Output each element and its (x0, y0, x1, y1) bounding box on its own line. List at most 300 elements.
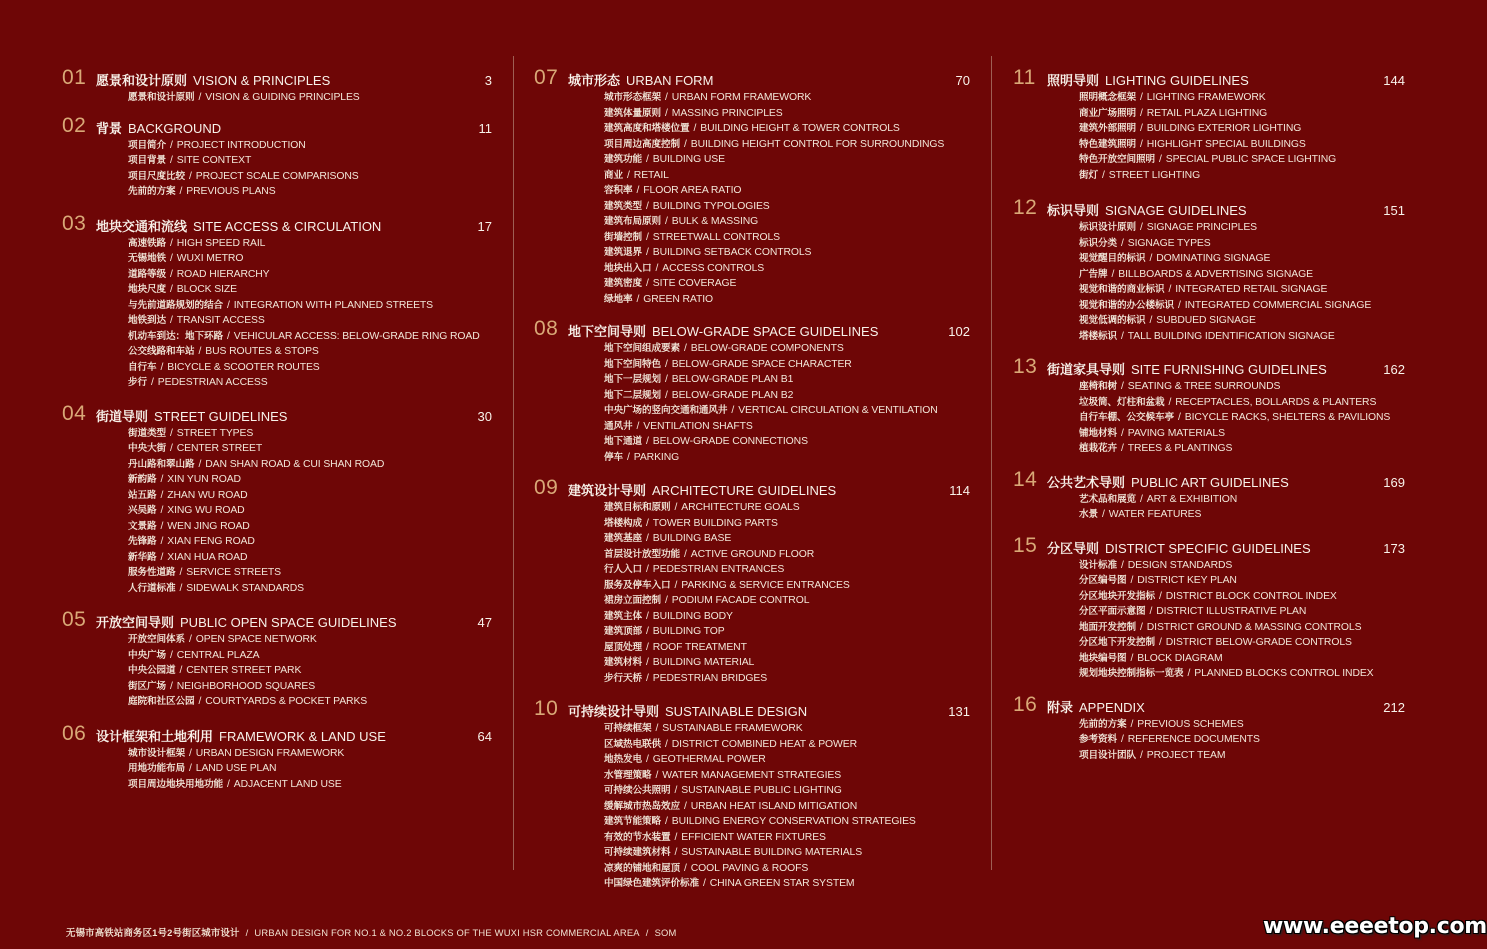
entry-title-zh: 特色建筑照明 (1079, 138, 1136, 150)
toc-entry[interactable] (128, 90, 492, 106)
toc-entry[interactable] (604, 531, 970, 547)
entry-separator: / (664, 816, 668, 827)
section-heading[interactable] (62, 722, 492, 744)
section-number: 11 (1013, 66, 1036, 89)
entry-title-zh: 停车 (604, 451, 623, 463)
toc-section (62, 114, 492, 200)
section-title (1047, 476, 1289, 490)
entry-title-zh: 建筑目标和原则 (604, 502, 671, 513)
toc-entry[interactable] (604, 357, 970, 373)
entry-title-zh: 建筑顶部 (604, 626, 642, 637)
entry-title-en: STREET LIGHTING (1108, 169, 1201, 181)
toc-entry[interactable] (604, 341, 970, 357)
toc-entry[interactable] (604, 199, 970, 215)
entry-separator: / (645, 200, 649, 212)
entry-title-en: RETAIL (633, 169, 669, 181)
toc-entry[interactable] (604, 516, 970, 532)
toc-entry[interactable] (128, 472, 492, 488)
toc-entry[interactable] (1079, 220, 1405, 236)
entry-separator: / (1187, 668, 1191, 679)
entry-title-en: XIN YUN ROAD (167, 474, 241, 485)
toc-entry[interactable] (1079, 329, 1405, 345)
toc-entry[interactable] (604, 578, 970, 594)
toc-entry[interactable] (604, 276, 970, 292)
entry-title-en: ZHAN WU ROAD (167, 489, 248, 501)
section-title (1047, 363, 1327, 377)
entry-title-zh: 塔楼标识 (1079, 330, 1117, 342)
toc-entry[interactable] (604, 106, 970, 122)
entry-title-zh: 地块出入口 (604, 262, 652, 274)
section-item-list (62, 138, 492, 200)
toc-entry[interactable] (128, 282, 492, 298)
section-title-zh: 可持续设计导则 (568, 704, 660, 719)
toc-entry[interactable] (604, 609, 970, 625)
toc-entry[interactable] (604, 655, 970, 671)
toc-entry[interactable] (128, 184, 492, 200)
section-title-en: DISTRICT SPECIFIC GUIDELINES (1105, 540, 1311, 556)
section-page-number: 64 (477, 728, 492, 744)
entry-title-en: VENTILATION SHAFTS (643, 420, 753, 432)
section-heading[interactable] (62, 402, 492, 424)
section-item-list (1013, 558, 1405, 682)
section-number: 12 (1013, 196, 1038, 219)
toc-entry[interactable] (604, 768, 970, 784)
entry-title-zh: 商业广场照明 (1079, 107, 1136, 119)
section-title (96, 74, 330, 88)
entry-title-en: TOWER BUILDING PARTS (652, 517, 778, 529)
toc-entry[interactable] (1079, 137, 1405, 153)
toc-entry[interactable] (1079, 426, 1405, 442)
section-title (96, 410, 287, 424)
entry-title-en: BUILDING SETBACK CONTROLS (652, 247, 812, 258)
toc-entry[interactable] (1079, 251, 1405, 267)
toc-entry[interactable] (128, 565, 492, 581)
toc-entry[interactable] (128, 441, 492, 457)
entry-title-zh: 标识分类 (1079, 237, 1117, 249)
section-heading[interactable] (534, 317, 970, 339)
section-page-number: 70 (955, 73, 970, 88)
entry-separator: / (674, 785, 678, 796)
entry-separator: / (636, 420, 640, 432)
entry-separator: / (1102, 169, 1105, 181)
entry-title-en: SERVICE STREETS (186, 567, 282, 578)
entry-title-en: DESIGN STANDARDS (1127, 559, 1233, 571)
section-title-zh: 开放空间导则 (96, 615, 175, 630)
toc-section (1013, 693, 1405, 764)
section-title-en: SIGNAGE GUIDELINES (1105, 203, 1247, 218)
entry-separator: / (1158, 637, 1162, 648)
entry-title-en: TRANSIT ACCESS (176, 315, 265, 326)
toc-entry[interactable] (604, 500, 970, 516)
toc-section (1013, 355, 1405, 457)
entry-title-en: BULK & MASSING (671, 216, 759, 227)
entry-title-zh: 新韵路 (128, 474, 157, 485)
toc-entry[interactable] (604, 593, 970, 609)
section-title (1047, 542, 1311, 556)
toc-entry[interactable] (128, 360, 492, 376)
entry-title-en: SIGNAGE PRINCIPLES (1146, 222, 1257, 233)
entry-title-en: ROOF TREATMENT (652, 641, 747, 653)
toc-entry[interactable] (1079, 168, 1405, 184)
entry-title-zh: 步行天桥 (604, 672, 642, 684)
toc-entry[interactable] (1079, 106, 1405, 122)
entry-separator: / (160, 551, 164, 563)
toc-entry[interactable] (604, 214, 970, 230)
toc-entry[interactable] (1079, 620, 1405, 636)
section-title-en: APPENDIX (1079, 699, 1145, 715)
entry-title-zh: 标识设计原则 (1079, 222, 1136, 233)
entry-title-en: HIGH SPEED RAIL (176, 237, 266, 249)
toc-entry[interactable] (604, 640, 970, 656)
entry-title-en: DISTRICT BLOCK CONTROL INDEX (1165, 590, 1337, 602)
column-divider (991, 56, 992, 870)
entry-separator: / (683, 548, 687, 560)
entry-separator: / (1177, 299, 1181, 311)
section-heading[interactable] (1013, 196, 1405, 218)
entry-title-zh: 视觉和谐的办公楼标识 (1079, 299, 1174, 311)
section-title (96, 616, 397, 630)
entry-separator: / (160, 505, 164, 516)
section-title-en: BELOW-GRADE SPACE GUIDELINES (652, 324, 879, 339)
entry-title-zh: 先锋路 (128, 536, 157, 547)
entry-title-zh: 商业 (604, 169, 623, 181)
toc-entry[interactable] (604, 830, 970, 846)
entry-title-en: BUILDING TYPOLOGIES (652, 200, 770, 212)
entry-title-en: CENTRAL PLAZA (176, 649, 260, 661)
toc-entry[interactable] (1079, 558, 1405, 574)
section-number: 16 (1013, 692, 1038, 716)
toc-entry[interactable] (128, 679, 492, 695)
toc-entry[interactable] (604, 183, 970, 199)
entry-separator: / (169, 427, 173, 439)
section-title-en: PUBLIC OPEN SPACE GUIDELINES (180, 615, 397, 630)
toc-entry[interactable] (604, 168, 970, 184)
entry-separator: / (645, 657, 649, 668)
toc-entry[interactable] (1079, 573, 1405, 589)
entry-title-zh: 建筑节能策略 (604, 816, 661, 827)
toc-entry[interactable] (604, 783, 970, 799)
section-heading[interactable] (62, 66, 492, 88)
entry-separator: / (169, 155, 173, 166)
toc-entry[interactable] (604, 419, 970, 435)
toc-entry[interactable] (604, 90, 970, 106)
entry-title-zh: 中央公园道 (128, 665, 176, 676)
toc-entry[interactable] (604, 547, 970, 563)
toc-entry[interactable] (128, 488, 492, 504)
section-title-zh: 公共艺术导则 (1047, 474, 1126, 490)
entry-separator: / (664, 595, 668, 606)
entry-title-zh: 站五路 (128, 489, 157, 501)
entry-title-en: SUBDUED SIGNAGE (1156, 315, 1256, 326)
toc-entry[interactable] (128, 236, 492, 252)
toc-entry[interactable] (604, 245, 970, 261)
entry-separator: / (188, 763, 192, 774)
section-heading[interactable] (1013, 468, 1405, 490)
entry-title-en: SUSTAINABLE PUBLIC LIGHTING (681, 785, 842, 796)
entry-separator: / (1120, 443, 1124, 454)
section-title-en: BACKGROUND (128, 120, 222, 136)
toc-entry[interactable] (604, 861, 970, 877)
entry-separator: / (226, 330, 230, 342)
section-title-zh: 分区导则 (1047, 540, 1100, 556)
toc-entry[interactable] (128, 761, 492, 777)
toc-entry[interactable] (604, 152, 970, 168)
toc-entry[interactable] (604, 845, 970, 861)
entry-separator: / (1120, 237, 1124, 249)
toc-entry[interactable] (1079, 651, 1405, 667)
toc-entry[interactable] (604, 752, 970, 768)
section-heading[interactable] (62, 114, 492, 136)
section-heading[interactable] (62, 608, 492, 630)
entry-separator: / (645, 564, 649, 575)
toc-entry[interactable] (128, 457, 492, 473)
entry-title-en: URBAN DESIGN FRAMEWORK (195, 747, 345, 759)
toc-entry[interactable] (604, 292, 970, 308)
entry-separator: / (683, 343, 687, 354)
entry-title-zh: 建筑布局原则 (604, 216, 661, 227)
entry-title-en: DAN SHAN ROAD & CUI SHAN ROAD (205, 458, 385, 470)
toc-entry[interactable] (128, 138, 492, 154)
section-page-number: 131 (948, 704, 970, 719)
toc-entry[interactable] (604, 121, 970, 137)
toc-entry[interactable] (1079, 732, 1405, 748)
entry-separator: / (645, 154, 649, 165)
entry-title-zh: 可持续建筑材料 (604, 847, 671, 858)
entry-separator: / (179, 665, 183, 676)
toc-entry[interactable] (128, 550, 492, 566)
entry-separator: / (169, 237, 173, 249)
entry-title-zh: 缓解城市热岛效应 (604, 800, 680, 812)
entry-title-zh: 地下空间组成要素 (604, 343, 680, 354)
toc-section (1013, 196, 1405, 344)
entry-title-en: BELOW-GRADE PLAN B2 (671, 389, 794, 401)
toc-entry[interactable] (128, 694, 492, 710)
entry-separator: / (645, 517, 649, 529)
section-heading[interactable] (534, 476, 970, 498)
entry-title-en: BELOW-GRADE PLAN B1 (671, 374, 794, 385)
toc-entry[interactable] (604, 799, 970, 815)
toc-entry[interactable] (1079, 410, 1405, 426)
toc-entry[interactable] (128, 746, 492, 762)
entry-title-zh: 区域热电联供 (604, 738, 661, 750)
section-number: 08 (534, 317, 559, 340)
toc-entry[interactable] (1079, 604, 1405, 620)
toc-entry[interactable] (604, 450, 970, 466)
toc-entry[interactable] (604, 230, 970, 246)
section-heading[interactable] (62, 212, 492, 234)
toc-entry[interactable] (128, 298, 492, 314)
toc-entry[interactable] (128, 519, 492, 535)
entry-title-zh: 裙房立面控制 (604, 595, 661, 606)
entry-separator: / (655, 769, 659, 781)
toc-entry[interactable] (604, 721, 970, 737)
entry-title-en: ACCESS CONTROLS (662, 262, 765, 274)
section-heading[interactable] (1013, 355, 1405, 377)
entry-title-en: PROJECT TEAM (1146, 749, 1226, 761)
toc-entry[interactable] (128, 426, 492, 442)
section-page-number: 102 (948, 324, 970, 339)
entry-separator: / (198, 92, 202, 103)
entry-title-zh: 建筑基座 (604, 533, 642, 544)
toc-entry[interactable] (128, 251, 492, 267)
entry-title-en: PLANNED BLOCKS CONTROL INDEX (1194, 668, 1374, 679)
entry-separator: / (1130, 652, 1134, 664)
toc-entry[interactable] (128, 581, 492, 597)
toc-entry[interactable] (128, 329, 492, 345)
toc-entry[interactable] (604, 624, 970, 640)
entry-separator: / (1158, 154, 1162, 165)
toc-entry[interactable] (128, 534, 492, 550)
entry-title-en: MASSING PRINCIPLES (671, 107, 783, 119)
toc-entry[interactable] (1079, 492, 1405, 508)
toc-entry[interactable] (1079, 589, 1405, 605)
entry-title-zh: 水景 (1079, 509, 1098, 520)
entry-title-en: BICYCLE RACKS, SHELTERS & PAVILIONS (1184, 412, 1391, 423)
entry-title-en: XING WU ROAD (167, 505, 245, 516)
footer-author: SOM (654, 927, 677, 938)
toc-entry[interactable] (604, 372, 970, 388)
toc-entry[interactable] (128, 313, 492, 329)
toc-entry[interactable] (1079, 236, 1405, 252)
toc-entry[interactable] (1079, 666, 1405, 682)
toc-entry[interactable] (604, 876, 970, 892)
entry-title-en: VISION & GUIDING PRINCIPLES (205, 92, 360, 103)
entry-title-en: FLOOR AREA RATIO (643, 185, 742, 196)
toc-entry[interactable] (604, 671, 970, 687)
section-heading[interactable] (534, 66, 970, 88)
entry-title-en: SEATING & TREE SURROUNDS (1127, 381, 1281, 392)
entry-separator: / (664, 107, 668, 119)
toc-entry[interactable] (1079, 441, 1405, 457)
toc-entry[interactable] (1079, 395, 1405, 411)
entry-title-zh: 地下一层规划 (604, 374, 661, 385)
toc-entry[interactable] (1079, 507, 1405, 523)
toc-entry[interactable] (1079, 152, 1405, 168)
section-title-en: STREET GUIDELINES (154, 408, 288, 424)
toc-section (1013, 66, 1405, 183)
entry-title-en: BUILDING EXTERIOR LIGHTING (1146, 123, 1302, 134)
toc-section (1013, 534, 1405, 682)
entry-title-zh: 街区广场 (128, 680, 166, 692)
entry-title-zh: 座椅和树 (1079, 381, 1117, 392)
toc-entry[interactable] (128, 663, 492, 679)
entry-title-zh: 愿景和设计原则 (128, 92, 195, 103)
toc-entry[interactable] (1079, 90, 1405, 106)
section-page-number: 151 (1383, 203, 1405, 218)
entry-title-zh: 有效的节水装置 (604, 831, 671, 843)
toc-entry[interactable] (1079, 717, 1405, 733)
section-heading[interactable] (1013, 534, 1405, 556)
entry-title-en: WATER MANAGEMENT STRATEGIES (662, 769, 842, 781)
entry-separator: / (683, 862, 687, 874)
toc-entry[interactable] (1079, 121, 1405, 137)
toc-column-3 (1013, 66, 1405, 763)
toc-entry[interactable] (1079, 748, 1405, 764)
toc-entry[interactable] (128, 648, 492, 664)
entry-title-zh: 地面开发控制 (1079, 621, 1136, 633)
entry-separator: / (1168, 284, 1172, 295)
entry-title-zh: 建筑体量原则 (604, 107, 661, 119)
entry-title-zh: 地下通道 (604, 436, 642, 447)
entry-separator: / (664, 216, 668, 227)
entry-separator: / (188, 747, 192, 759)
section-item-list (62, 746, 492, 793)
toc-entry[interactable] (1079, 267, 1405, 283)
entry-separator: / (702, 878, 706, 889)
toc-entry[interactable] (604, 814, 970, 830)
toc-entry[interactable] (1079, 379, 1405, 395)
entry-title-zh: 庭院和社区公园 (128, 696, 195, 707)
entry-title-zh: 服务性道路 (128, 567, 176, 578)
toc-entry[interactable] (128, 344, 492, 360)
entry-separator: / (160, 489, 164, 501)
entry-title-zh: 建筑高度和塔楼位置 (604, 123, 690, 134)
entry-title-en: PARKING (633, 451, 680, 463)
section-title-en: VISION & PRINCIPLES (193, 73, 331, 88)
section-item-list (62, 426, 492, 597)
section-title (568, 705, 807, 719)
toc-entry[interactable] (604, 388, 970, 404)
toc-entry[interactable] (604, 434, 970, 450)
entry-title-zh: 中央广场 (128, 649, 166, 661)
toc-entry[interactable] (128, 169, 492, 185)
toc-entry[interactable] (128, 503, 492, 519)
section-heading[interactable] (1013, 66, 1405, 88)
section-heading[interactable] (534, 697, 970, 719)
entry-title-en: BLOCK SIZE (176, 284, 237, 295)
entry-separator: / (226, 778, 230, 790)
toc-entry[interactable] (128, 632, 492, 648)
entry-title-zh: 丹山路和翠山路 (128, 458, 195, 470)
toc-entry[interactable] (604, 403, 970, 419)
toc-entry[interactable] (128, 153, 492, 169)
toc-entry[interactable] (128, 375, 492, 391)
toc-entry[interactable] (604, 137, 970, 153)
entry-separator: / (169, 443, 173, 454)
entry-title-zh: 新华路 (128, 551, 157, 563)
toc-entry[interactable] (1079, 635, 1405, 651)
section-number: 03 (62, 211, 87, 235)
toc-entry[interactable] (1079, 298, 1405, 314)
section-title-zh: 愿景和设计原则 (96, 73, 188, 88)
entry-separator: / (169, 253, 173, 264)
section-heading[interactable] (1013, 693, 1405, 715)
section-title-zh: 附录 (1047, 699, 1074, 715)
entry-separator: / (645, 641, 649, 653)
toc-entry[interactable] (604, 261, 970, 277)
entry-title-en: STREET TYPES (176, 427, 254, 439)
toc-entry[interactable] (128, 777, 492, 793)
entry-separator: / (693, 123, 697, 134)
toc-entry[interactable] (604, 562, 970, 578)
entry-title-en: XIAN HUA ROAD (167, 551, 248, 563)
section-title-zh: 街道导则 (96, 408, 149, 424)
entry-title-zh: 可持续公共照明 (604, 785, 671, 796)
toc-entry[interactable] (128, 267, 492, 283)
section-number: 13 (1013, 355, 1038, 378)
entry-separator: / (627, 169, 630, 181)
entry-title-en: DISTRICT COMBINED HEAT & POWER (671, 738, 857, 750)
toc-entry[interactable] (1079, 313, 1405, 329)
section-number: 10 (534, 697, 559, 720)
entry-separator: / (179, 567, 183, 578)
toc-entry[interactable] (1079, 282, 1405, 298)
section-page-number: 173 (1383, 540, 1405, 556)
toc-entry[interactable] (604, 737, 970, 753)
entry-title-zh: 街墙控制 (604, 231, 642, 243)
entry-title-zh: 容积率 (604, 185, 633, 196)
entry-title-zh: 项目背景 (128, 155, 166, 166)
